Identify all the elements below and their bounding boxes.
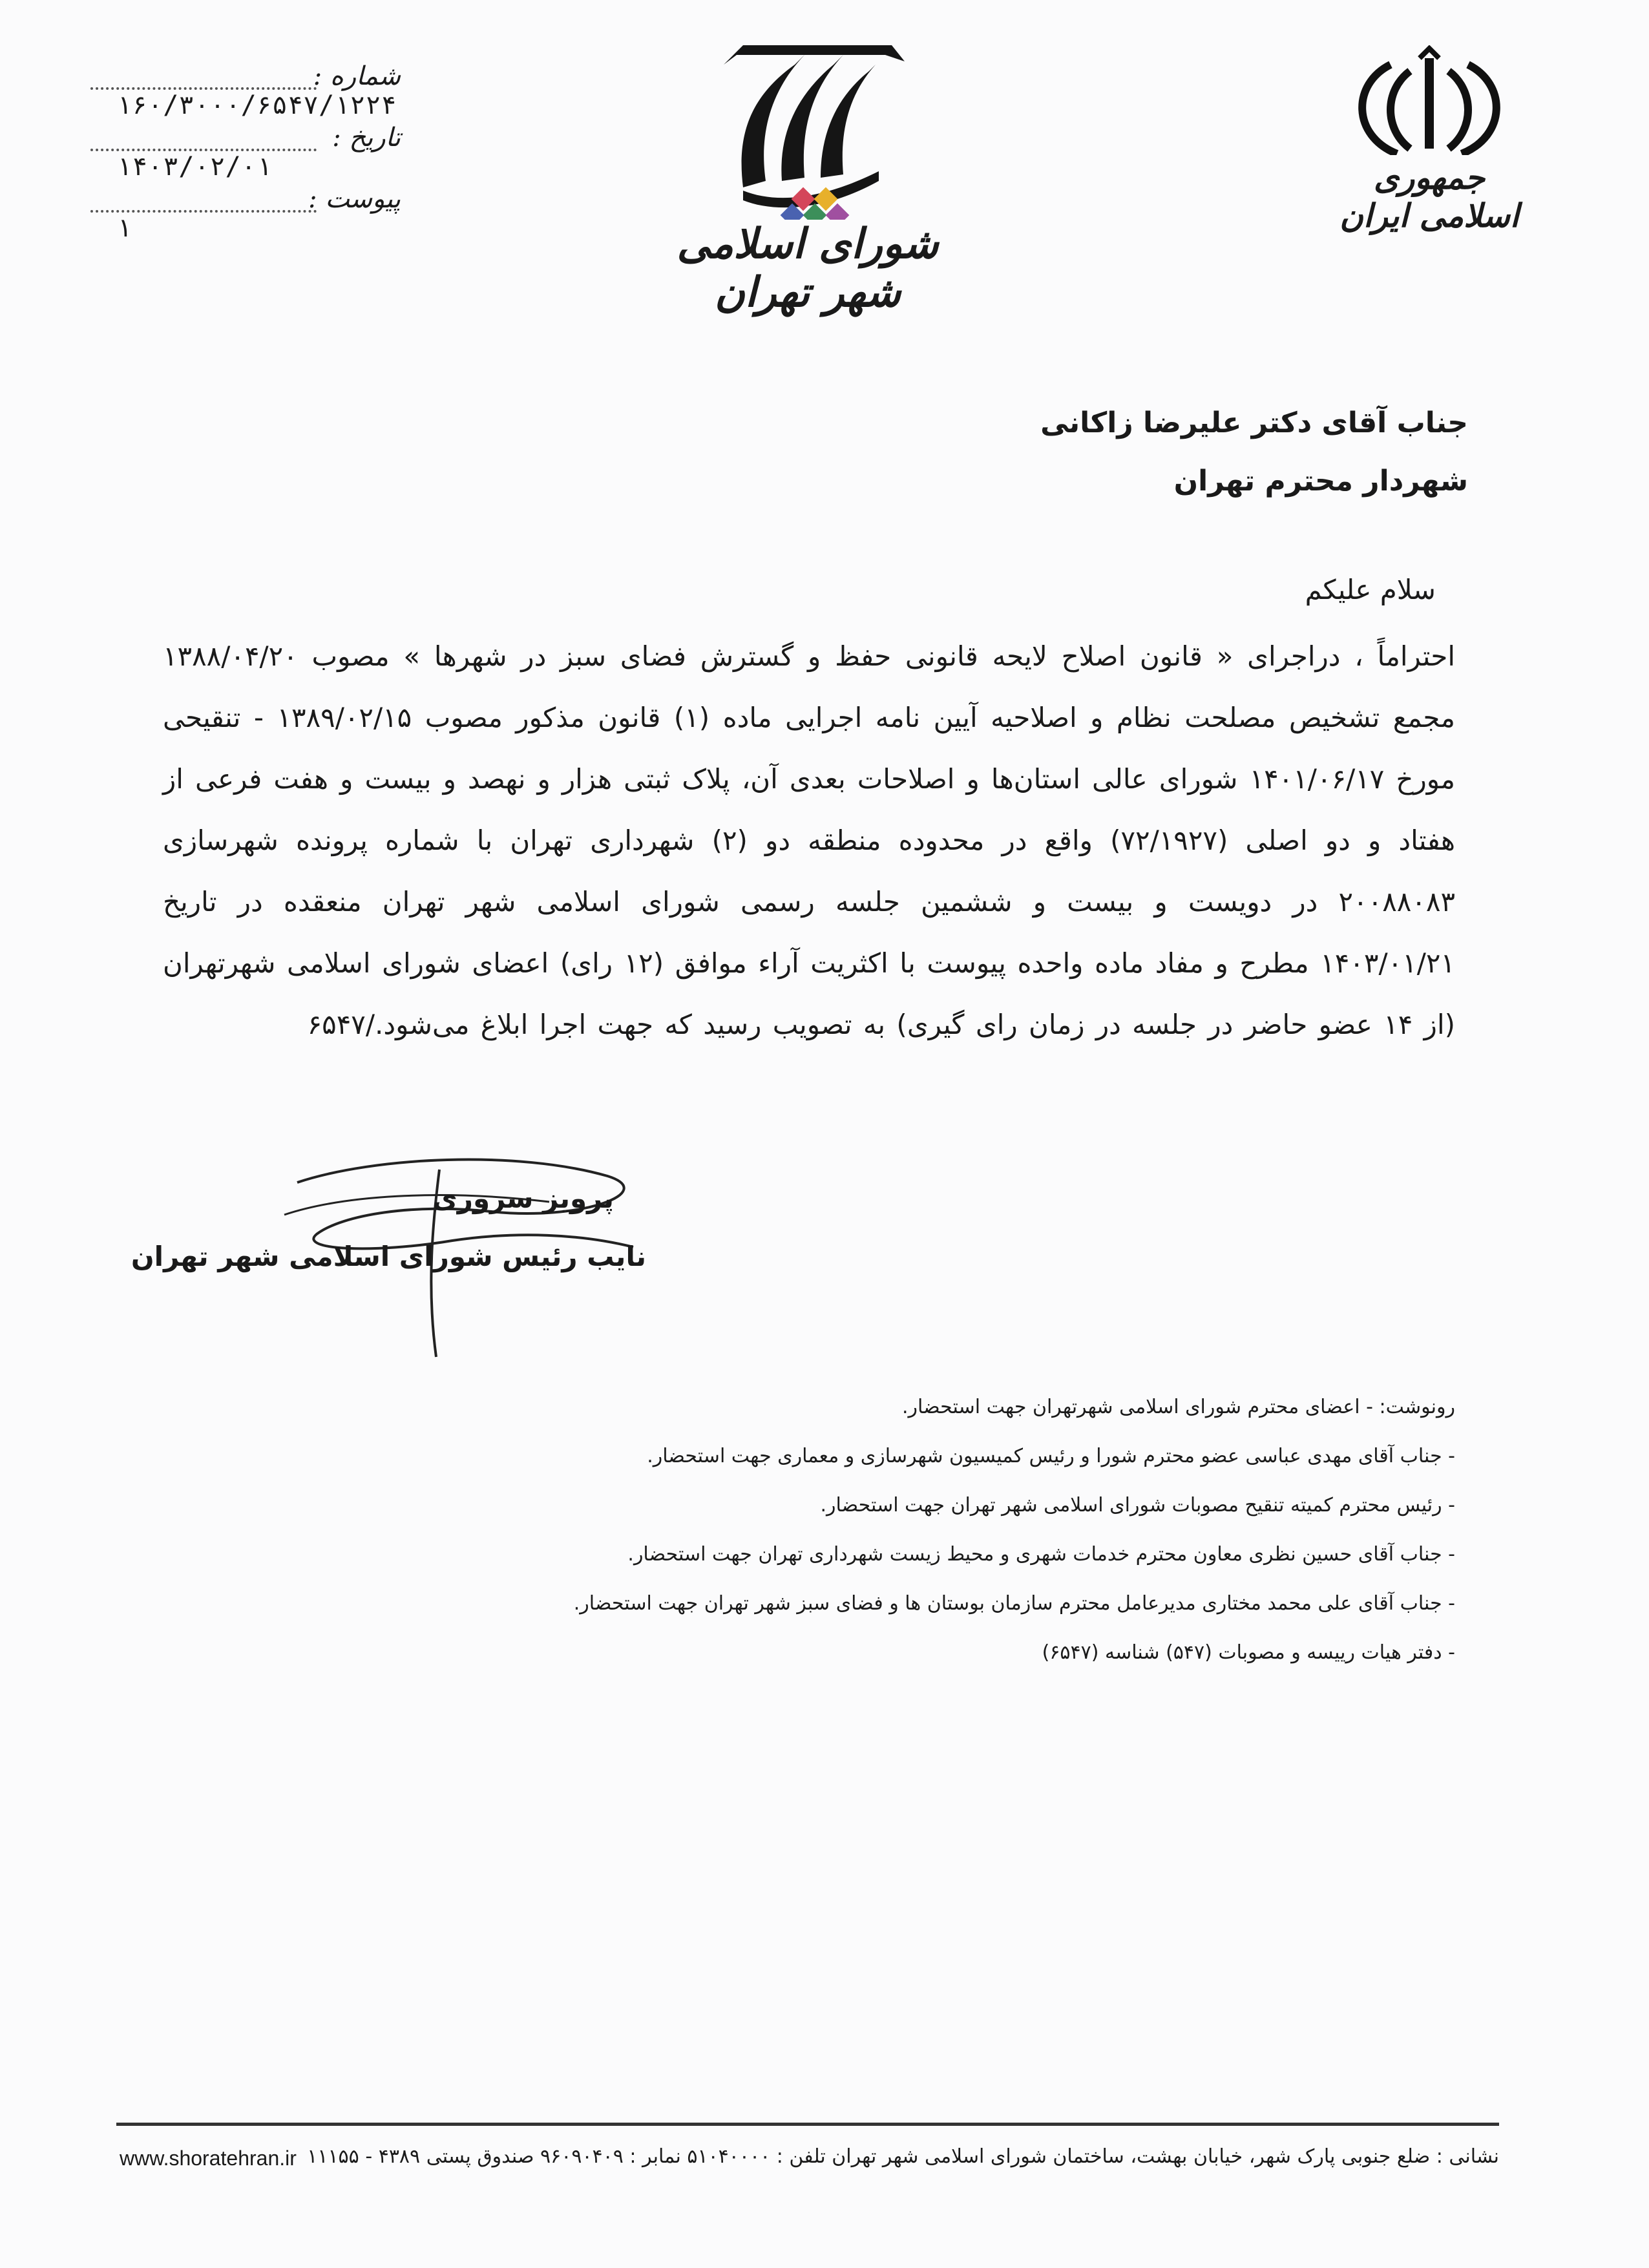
cc-item: - جناب آقای حسین نظری معاون محترم خدمات شهری و محیط زیست شهرداری تهران جهت استحضار. bbox=[627, 1543, 1455, 1566]
reference-block bbox=[90, 61, 401, 255]
ref-dots bbox=[90, 149, 317, 151]
council-logo bbox=[646, 26, 969, 317]
council-emblem-icon bbox=[646, 26, 969, 220]
addressee-title: شهردار محترم تهران bbox=[1173, 465, 1468, 498]
addressee-name: جناب آقای دکتر علیرضا زاکانی bbox=[1040, 406, 1468, 439]
ref-dots bbox=[90, 87, 317, 90]
ref-attachment-row bbox=[90, 184, 401, 243]
cc-item: - جناب آقای علی محمد مختاری مدیرعامل محترم سازمان بوستان ها و فضای سبز شهر تهران جهت استحضار. bbox=[573, 1592, 1455, 1615]
council-name: شورای اسلامی شهر تهران bbox=[677, 220, 939, 317]
footer-address: نشانی : ضلع جنوبی پارک شهر، خیابان بهشت، ساختمان شورای اسلامی شهر تهران تلفن : ۵۱۰۴۰۰۰۰ نمابر : ۹۶۰۹۰۴۰۹ صندوق پستی ۴۳۸۹ - ۱۱۱۵۵ bbox=[307, 2145, 1499, 2168]
ref-number-label: شماره : bbox=[313, 61, 401, 91]
state-emblem bbox=[1326, 45, 1533, 235]
ref-date-label: تاریخ : bbox=[332, 123, 401, 152]
ref-attachment-label: پیوست : bbox=[308, 184, 401, 214]
emblem-name: جمهوری اسلامی ایران bbox=[1339, 158, 1519, 235]
signature-block bbox=[131, 1144, 711, 1363]
ref-number-value: ۱۶۰/۳۰۰۰/۶۵۴۷/۱۲۲۴ bbox=[116, 90, 397, 120]
cc-list bbox=[292, 1383, 1455, 1677]
greeting: سلام علیکم bbox=[1305, 574, 1436, 605]
cc-item: - جناب آقای مهدی عباسی عضو محترم شورا و رئیس کمیسیون شهرسازی و معماری جهت استحضار. bbox=[647, 1445, 1455, 1467]
iran-emblem-icon bbox=[1326, 45, 1533, 155]
addressee-block bbox=[563, 394, 1468, 510]
signatory-title: نایب رئیس شورای اسلامی شهر تهران bbox=[131, 1241, 646, 1272]
letter-body: احتراماً ، دراجرای « قانون اصلاح لایحه قانونی حفظ و گسترش فضای سبز در شهرها » مصوب ۱۳۸۸/۰۴/۲۰ مجمع تشخیص مصلحت نظام و اصلاحیه آیین نامه اجرایی ماده (۱) قانون مذکور مصوب ۱۳۸۹/۰۲/۱۵ - تنقیحی مورخ ۱۴۰۱/۰۶/۱۷ شورای عالی استان‌ها و اصلاحات بعدی آن، پلاک ثبتی هزار و نهصد و بیست و هفت فرعی از هفتاد و دو اصلی (۷۲/۱۹۲۷) واقع در محدوده منطقه دو (۲) شهرداری تهران با شماره پرونده شهرسازی ۲۰۰۸۸۰۸۳ در دویست و بیست و ششمین جلسه رسمی شورای اسلامی شهر تهران منعقده در تاریخ ۱۴۰۳/۰۱/۲۱ مطرح و مفاد ماده واحده پیوست با اکثریت آراء موافق (۱۲ رای) اعضای شورای اسلامی شهرتهران (از ۱۴ عضو حاضر در جلسه در زمان رای گیری) به تصویب رسید که جهت اجرا ابلاغ می‌شود./۶۵۴۷ bbox=[163, 640, 1455, 1040]
signatory-name: پرویز سروری bbox=[432, 1182, 614, 1214]
cc-item: رونوشت: - اعضای محترم شورای اسلامی شهرتهران جهت استحضار. bbox=[901, 1396, 1455, 1418]
cc-item: - دفتر هیات رییسه و مصوبات (۵۴۷) شناسه (۶۵۴۷) bbox=[1042, 1641, 1455, 1664]
footer-website: www.shoratehran.ir bbox=[120, 2147, 297, 2170]
ref-number-row bbox=[90, 61, 401, 120]
ref-attachment-value: ۱ bbox=[116, 213, 132, 243]
cc-item: - رئیس محترم کمیته تنقیح مصوبات شورای اسلامی شهر تهران جهت استحضار. bbox=[820, 1494, 1455, 1517]
ref-date-row bbox=[90, 123, 401, 182]
ref-dots bbox=[90, 210, 317, 213]
footer-divider bbox=[116, 2123, 1499, 2126]
ref-date-value: ۱۴۰۳/۰۲/۰۱ bbox=[116, 152, 272, 182]
